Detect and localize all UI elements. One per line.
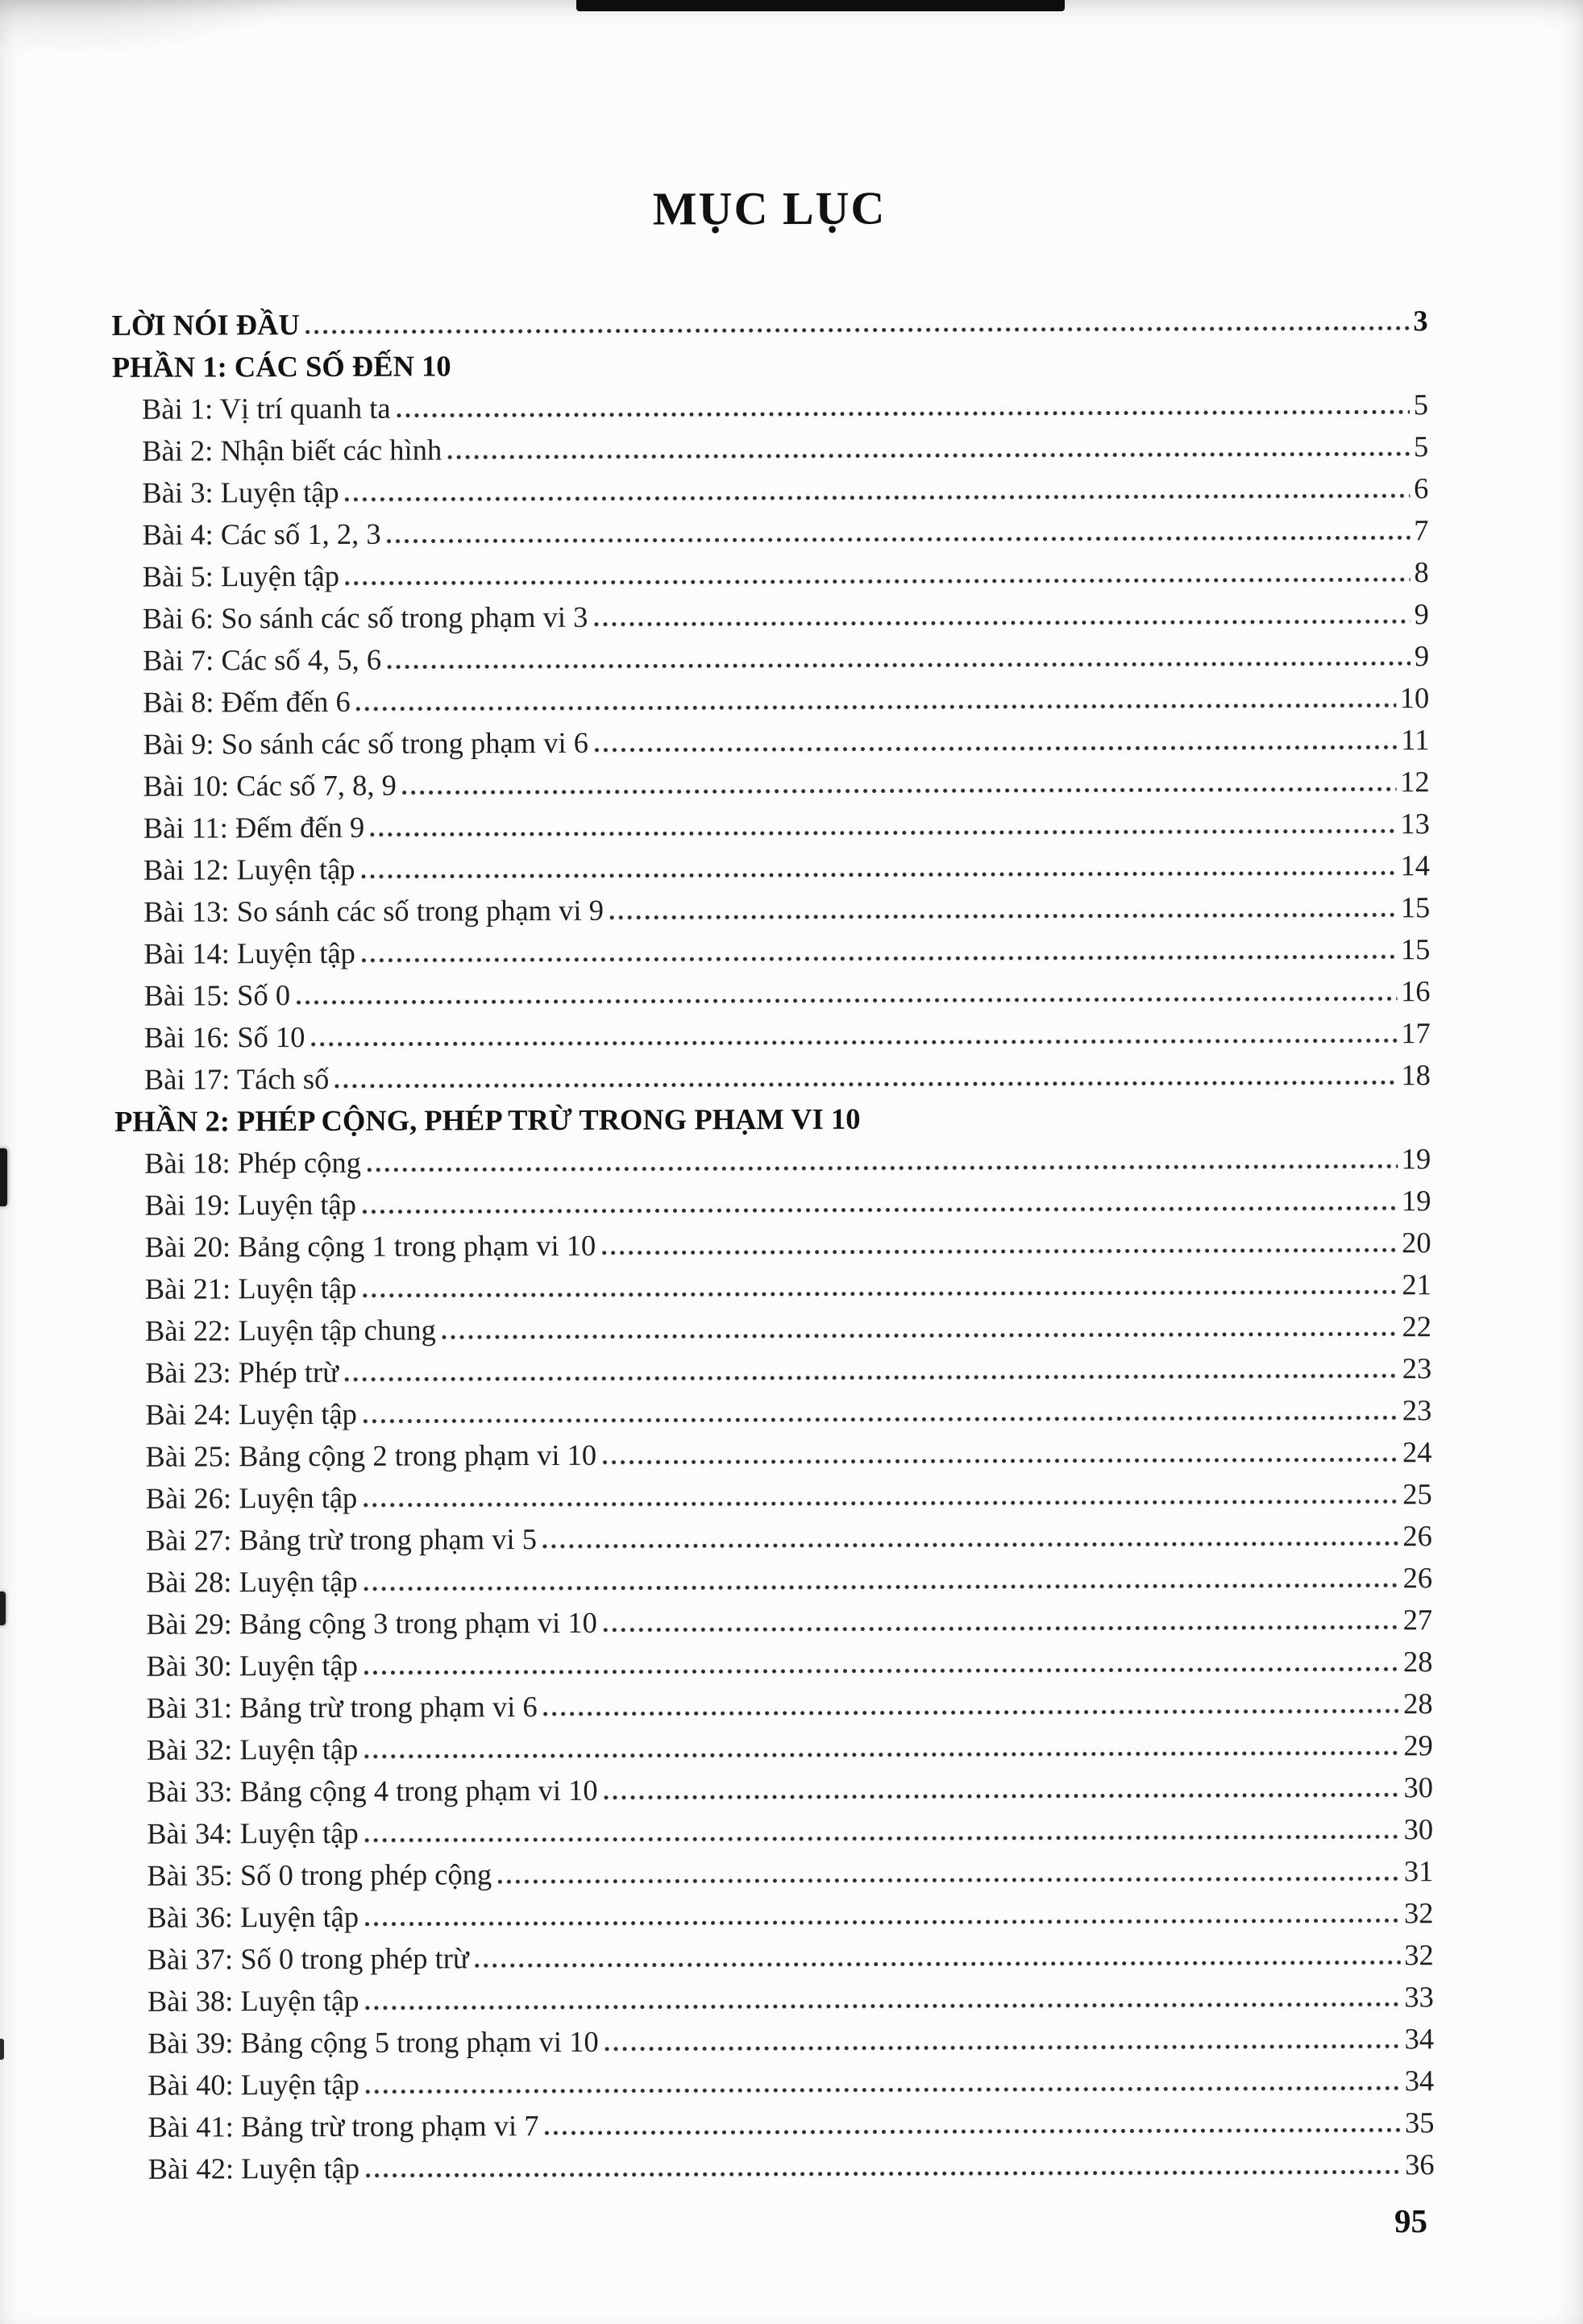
dot-leader (545, 2127, 1401, 2135)
toc-entry-label: Bài 32: Luyện tập (146, 1732, 359, 1766)
dot-leader (334, 1080, 1397, 1089)
dot-leader (609, 912, 1397, 919)
dot-leader (345, 577, 1410, 586)
toc-entry-label: Bài 10: Các số 7, 8, 9 (143, 768, 397, 803)
toc-entry (115, 1260, 1431, 1306)
toc-entry-page: 8 (1414, 555, 1429, 589)
toc-entry (116, 1637, 1432, 1683)
dot-leader (363, 1415, 1398, 1423)
toc-entry-label: Bài 31: Bảng trừ trong phạm vi 6 (146, 1690, 538, 1724)
dot-leader (361, 870, 1397, 878)
toc-entry-label: Bài 27: Bảng trừ trong phạm vi 5 (145, 1522, 538, 1557)
toc-entry-label: PHẦN 1: CÁC SỐ ĐẾN 10 (111, 349, 451, 384)
dot-leader (497, 1876, 1400, 1884)
toc-entry (112, 463, 1428, 510)
dot-leader (442, 1331, 1398, 1339)
toc-entry (116, 1595, 1432, 1641)
dot-leader (594, 745, 1397, 752)
toc-entry (112, 505, 1428, 552)
dot-leader (363, 1499, 1398, 1507)
toc-entry-label: Bài 28: Luyện tập (145, 1564, 358, 1599)
toc-entry-page: 6 (1414, 471, 1429, 505)
toc-entry-label: Bài 20: Bảng cộng 1 trong phạm vi 10 (144, 1228, 596, 1264)
dot-leader (364, 1583, 1399, 1591)
toc-entry (115, 1385, 1431, 1432)
toc-entry-page: 11 (1401, 723, 1430, 757)
toc-entry (113, 547, 1429, 594)
toc-list (112, 296, 1435, 2186)
page-title: MỤC LỤC (652, 181, 887, 235)
dot-leader (362, 1289, 1398, 1297)
toc-entry-label: Bài 15: Số 0 (143, 978, 291, 1012)
dot-leader (601, 1247, 1398, 1255)
toc-entry (113, 631, 1429, 678)
toc-entry (116, 1553, 1432, 1600)
toc-entry-label: Bài 40: Luyện tập (147, 2067, 359, 2102)
toc-entry (118, 2098, 1434, 2144)
toc-entry-page: 5 (1413, 430, 1429, 463)
dot-leader (305, 326, 1410, 334)
toc-entry (118, 2014, 1434, 2060)
toc-entry-page: 9 (1414, 639, 1430, 673)
toc-entry-label: Bài 38: Luyện tập (147, 1983, 359, 2018)
dot-leader (543, 1708, 1399, 1716)
dot-leader (296, 996, 1397, 1005)
toc-entry-page: 31 (1403, 1854, 1434, 1888)
dot-leader (447, 451, 1410, 459)
toc-entry-label: Bài 21: Luyện tập (144, 1271, 357, 1305)
toc-entry (112, 338, 1428, 384)
toc-entry-page: 30 (1403, 1812, 1434, 1846)
dot-leader (397, 409, 1410, 417)
dot-leader (367, 1164, 1398, 1172)
toc-entry (114, 840, 1430, 887)
toc-entry-label: Bài 3: Luyện tập (142, 475, 339, 509)
dot-leader (365, 2169, 1401, 2177)
toc-entry (115, 1427, 1431, 1474)
toc-entry-page: 14 (1400, 849, 1431, 882)
toc-entry-label: Bài 41: Bảng trừ trong phạm vi 7 (147, 2109, 539, 2143)
toc-entry-label: Bài 11: Đếm đến 9 (143, 810, 365, 845)
toc-entry-label: Bài 17: Tách số (143, 1061, 330, 1096)
toc-entry (114, 966, 1430, 1013)
scan-corner-smudge (0, 0, 306, 56)
toc-entry-label: Bài 4: Các số 1, 2, 3 (142, 517, 381, 551)
dot-leader (364, 1750, 1399, 1758)
toc-entry (114, 924, 1430, 971)
toc-entry-label: Bài 8: Đếm đến 6 (143, 684, 351, 719)
dot-leader (361, 954, 1397, 962)
toc-entry-label: LỜI NÓI ĐẦU (111, 308, 300, 342)
toc-entry-page: 20 (1402, 1226, 1431, 1260)
dot-leader (605, 2044, 1401, 2051)
dot-leader (364, 1834, 1400, 1842)
toc-entry (116, 1511, 1432, 1558)
scan-top-edge-mark (576, 0, 1065, 11)
toc-entry (114, 757, 1430, 803)
toc-entry-label: Bài 24: Luyện tập (145, 1396, 357, 1431)
toc-entry-label: Bài 7: Các số 4, 5, 6 (142, 642, 382, 677)
toc-entry-label: Bài 25: Bảng cộng 2 trong phạm vi 10 (145, 1438, 597, 1473)
dot-leader (604, 1792, 1400, 1799)
toc-entry (117, 1888, 1433, 1935)
scan-left-edge-mark (0, 2039, 4, 2060)
toc-entry (118, 2139, 1434, 2186)
toc-entry-label: Bài 6: So sánh các số trong phạm vi 3 (142, 600, 588, 635)
toc-entry-label: Bài 14: Luyện tập (143, 936, 355, 970)
scan-left-edge-mark (0, 1592, 6, 1625)
toc-entry (113, 589, 1429, 636)
toc-entry-page: 35 (1404, 2106, 1435, 2139)
toc-entry-page: 23 (1402, 1393, 1432, 1427)
toc-entry (113, 673, 1429, 720)
dot-leader (387, 535, 1411, 543)
toc-entry-page: 29 (1403, 1728, 1433, 1762)
toc-entry-label: Bài 22: Luyện tập chung (144, 1313, 436, 1347)
toc-entry (115, 1301, 1431, 1348)
toc-entry-page: 26 (1402, 1561, 1433, 1595)
toc-entry-label: Bài 18: Phép cộng (144, 1145, 361, 1180)
dot-leader (603, 1625, 1399, 1632)
toc-entry-label: Bài 23: Phép trừ (145, 1355, 339, 1389)
toc-entry-label: Bài 42: Luyện tập (147, 2151, 360, 2185)
toc-entry (114, 1134, 1431, 1181)
toc-entry-label: Bài 1: Vị trí quanh ta (141, 391, 391, 425)
toc-entry-page: 15 (1400, 932, 1431, 966)
toc-entry (112, 296, 1428, 342)
toc-entry (112, 421, 1428, 468)
toc-entry-page: 23 (1402, 1351, 1432, 1385)
toc-entry-page: 18 (1401, 1058, 1431, 1092)
toc-entry-page: 17 (1401, 1016, 1431, 1050)
toc-entry-label: Bài 9: So sánh các số trong phạm vi 6 (143, 725, 589, 761)
toc-entry (116, 1469, 1432, 1516)
toc-entry (114, 1008, 1431, 1055)
dot-leader (365, 2085, 1401, 2094)
dot-leader (310, 1038, 1397, 1047)
toc-entry-page: 19 (1401, 1184, 1431, 1218)
toc-entry-page: 10 (1399, 681, 1430, 715)
toc-entry-label: Bài 36: Luyện tập (147, 1899, 359, 1934)
toc-entry (114, 1176, 1431, 1222)
toc-content (111, 179, 1435, 2186)
dot-leader (364, 1666, 1399, 1675)
toc-entry-label: Bài 19: Luyện tập (144, 1187, 357, 1222)
toc-entry (118, 1972, 1434, 2019)
toc-entry (115, 1343, 1431, 1390)
dot-leader (345, 493, 1410, 502)
toc-entry-page: 22 (1402, 1309, 1432, 1343)
toc-entry-page: 13 (1400, 807, 1430, 840)
toc-entry-page: 9 (1414, 597, 1429, 631)
toc-entry-page: 34 (1404, 2022, 1435, 2056)
toc-entry (113, 715, 1429, 762)
toc-entry-page: 33 (1404, 1980, 1434, 2014)
toc-entry (112, 380, 1428, 426)
toc-entry-page: 16 (1400, 974, 1431, 1008)
toc-entry-label: Bài 33: Bảng cộng 4 trong phạm vi 10 (146, 1773, 598, 1808)
toc-entry-page: 36 (1405, 2148, 1435, 2181)
toc-entry-page: 32 (1403, 1896, 1434, 1930)
toc-entry-page: 21 (1402, 1268, 1431, 1301)
toc-entry-page: 27 (1402, 1603, 1433, 1637)
toc-entry-page: 25 (1402, 1477, 1432, 1511)
dot-leader (542, 1541, 1398, 1549)
footer-page-number: 95 (1394, 2202, 1427, 2239)
toc-entry (118, 1930, 1434, 1977)
toc-entry (118, 2056, 1434, 2102)
toc-entry-label: Bài 34: Luyện tập (147, 1816, 359, 1850)
toc-entry-page: 7 (1414, 513, 1429, 547)
toc-entry-label: Bài 35: Số 0 trong phép cộng (147, 1857, 492, 1892)
toc-entry (114, 1050, 1431, 1097)
toc-entry-page: 34 (1404, 2064, 1435, 2098)
scan-left-edge-mark (0, 1148, 7, 1206)
dot-leader (364, 1918, 1400, 1926)
toc-entry-label: Bài 12: Luyện tập (143, 852, 355, 886)
toc-entry-page: 5 (1413, 388, 1429, 421)
toc-entry-label: Bài 16: Số 10 (143, 1020, 305, 1054)
dot-leader (387, 661, 1411, 669)
toc-entry-page: 3 (1413, 304, 1428, 338)
toc-entry-label: PHẦN 2: PHÉP CỘNG, PHÉP TRỪ TRONG PHẠM VI 10 (114, 1102, 861, 1138)
toc-entry (114, 799, 1430, 845)
dot-leader (593, 619, 1410, 627)
toc-entry-label: Bài 29: Bảng cộng 3 trong phạm vi 10 (146, 1605, 597, 1641)
toc-entry (117, 1720, 1433, 1767)
toc-entry (117, 1804, 1433, 1851)
toc-entry-label: Bài 37: Số 0 trong phép trừ (147, 1941, 469, 1976)
toc-entry-page: 19 (1401, 1142, 1431, 1176)
toc-entry-label: Bài 5: Luyện tập (142, 558, 340, 593)
toc-entry-page: 24 (1402, 1435, 1432, 1469)
dot-leader (344, 1373, 1398, 1382)
toc-entry (114, 882, 1430, 929)
toc-entry-label: Bài 30: Luyện tập (146, 1648, 359, 1683)
toc-entry-page: 28 (1403, 1687, 1433, 1720)
dot-leader (475, 1960, 1401, 1968)
toc-entry-page: 12 (1400, 765, 1430, 799)
dot-leader (364, 2002, 1400, 2010)
toc-entry-page: 28 (1402, 1645, 1433, 1679)
toc-entry-page: 26 (1402, 1519, 1432, 1553)
dot-leader (602, 1457, 1398, 1464)
toc-entry-label: Bài 2: Nhận biết các hình (142, 433, 442, 467)
dot-leader (402, 786, 1396, 795)
toc-entry-page: 32 (1404, 1938, 1434, 1972)
toc-entry (115, 1218, 1431, 1264)
dot-leader (362, 1206, 1398, 1214)
toc-entry (117, 1679, 1433, 1725)
toc-entry-label: Bài 13: So sánh các số trong phạm vi 9 (143, 893, 604, 928)
toc-entry-page: 15 (1400, 890, 1431, 924)
toc-entry-label: Bài 39: Bảng cộng 5 trong phạm vi 10 (147, 2024, 599, 2060)
toc-entry (114, 1092, 1431, 1139)
toc-entry (117, 1846, 1433, 1893)
toc-entry-page: 30 (1403, 1770, 1434, 1804)
dot-leader (370, 828, 1396, 836)
dot-leader (356, 703, 1396, 712)
toc-entry (117, 1762, 1433, 1809)
toc-entry-label: Bài 26: Luyện tập (145, 1480, 358, 1515)
